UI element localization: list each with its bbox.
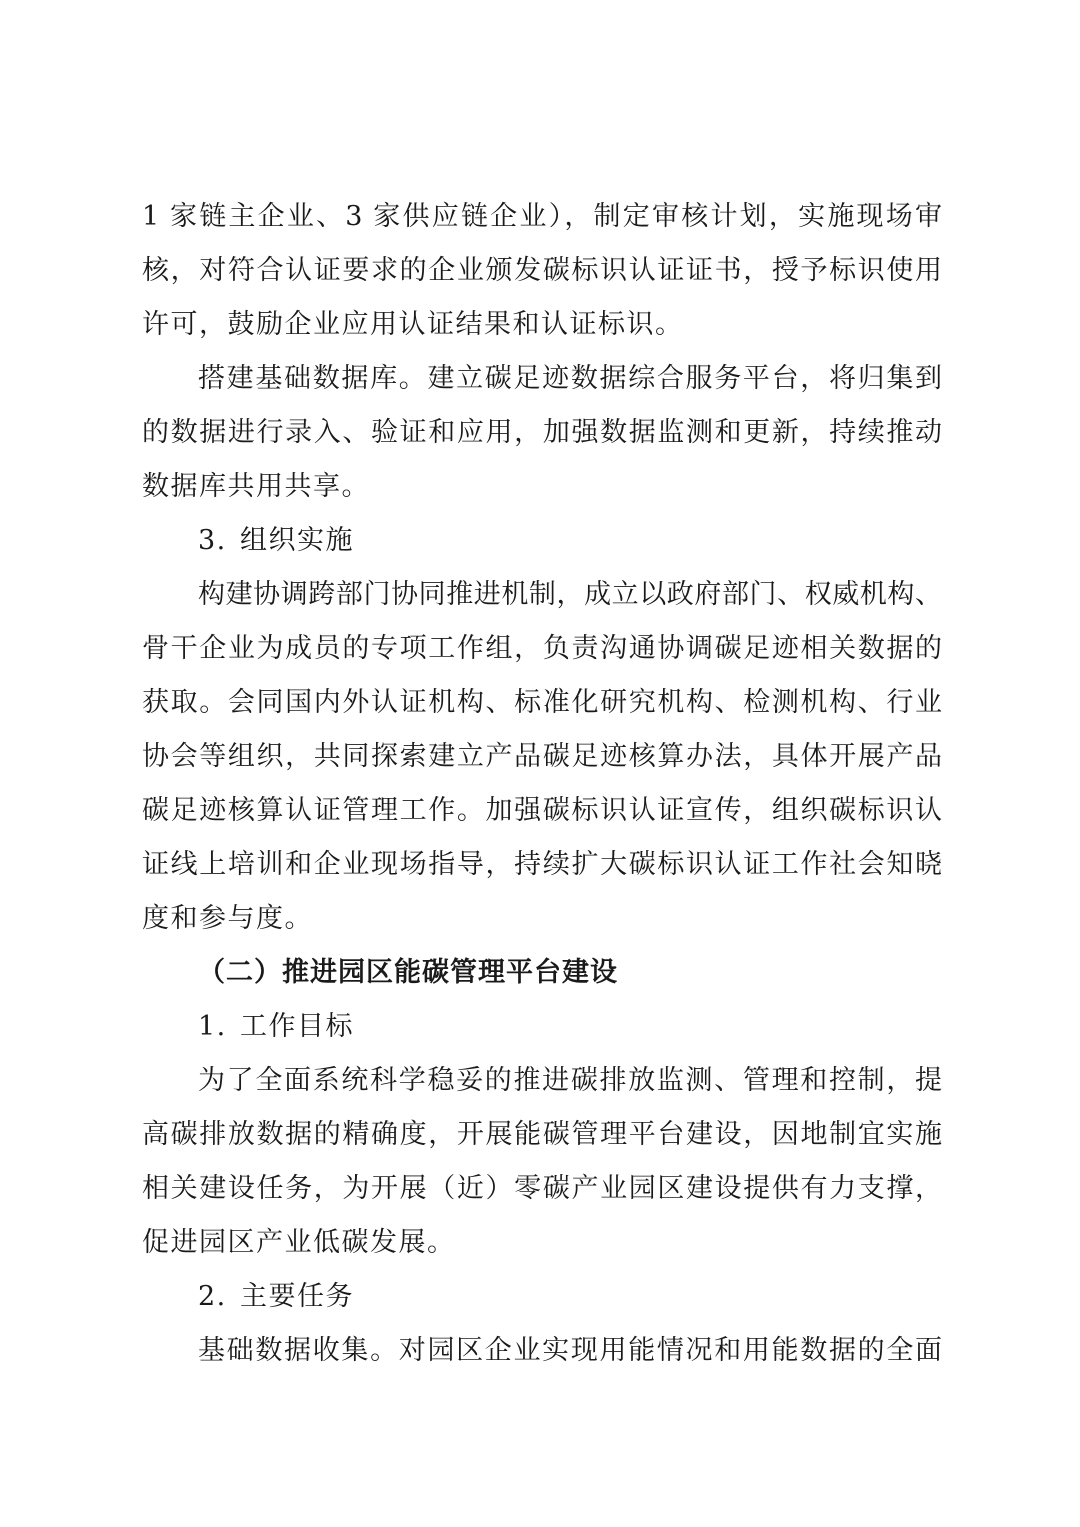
paragraph-line: 构建协调跨部门协同推进机制，成立以政府部门、权威机构、	[198, 579, 942, 610]
heading-work-goal	[142, 1000, 942, 1054]
heading-organization-implementation	[142, 514, 942, 568]
paragraph-line: 获取。会同国内外认证机构、标准化研究机构、检测机构、行业	[142, 687, 942, 718]
heading-main-tasks	[142, 1270, 942, 1324]
heading-text: 工作目标	[240, 1011, 354, 1042]
paragraph-line: 1 家链主企业、3 家供应链企业），制定审核计划，实施现场审	[142, 201, 942, 232]
paragraph-line: 骨干企业为成员的专项工作组，负责沟通协调碳足迹相关数据的	[142, 633, 942, 664]
heading-number: 3.	[198, 525, 227, 556]
section-heading: （二）推进园区能碳管理平台建设	[198, 957, 618, 988]
paragraph-line: 许可，鼓励企业应用认证结果和认证标识。	[142, 309, 684, 340]
paragraph-line: 碳足迹核算认证管理工作。加强碳标识认证宣传，组织碳标识认	[142, 795, 942, 826]
document-page	[142, 190, 942, 1378]
paragraph-line: 基础数据收集。对园区企业实现用能情况和用能数据的全面	[198, 1335, 942, 1366]
paragraph-line: 高碳排放数据的精确度，开展能碳管理平台建设，因地制宜实施	[142, 1119, 942, 1150]
paragraph-line: 的数据进行录入、验证和应用，加强数据监测和更新，持续推动	[142, 417, 942, 448]
paragraph-line: 相关建设任务，为开展（近）零碳产业园区建设提供有力支撑，	[142, 1173, 942, 1204]
heading-text: 主要任务	[240, 1281, 354, 1312]
paragraph-line: 证线上培训和企业现场指导，持续扩大碳标识认证工作社会知晓	[142, 849, 942, 880]
paragraph-line: 度和参与度。	[142, 903, 313, 934]
heading-number: 2.	[198, 1281, 227, 1312]
heading-number: 1.	[198, 1011, 227, 1042]
paragraph-line: 促进园区产业低碳发展。	[142, 1227, 456, 1258]
paragraph-line: 为了全面系统科学稳妥的推进碳排放监测、管理和控制，提	[198, 1065, 942, 1096]
paragraph-line: 协会等组织，共同探索建立产品碳足迹核算办法，具体开展产品	[142, 741, 942, 772]
paragraph-line: 核，对符合认证要求的企业颁发碳标识认证证书，授予标识使用	[142, 255, 942, 286]
heading-text: 组织实施	[240, 525, 354, 556]
paragraph-line: 搭建基础数据库。建立碳足迹数据综合服务平台，将归集到	[198, 363, 942, 394]
paragraph-line: 数据库共用共享。	[142, 471, 370, 502]
